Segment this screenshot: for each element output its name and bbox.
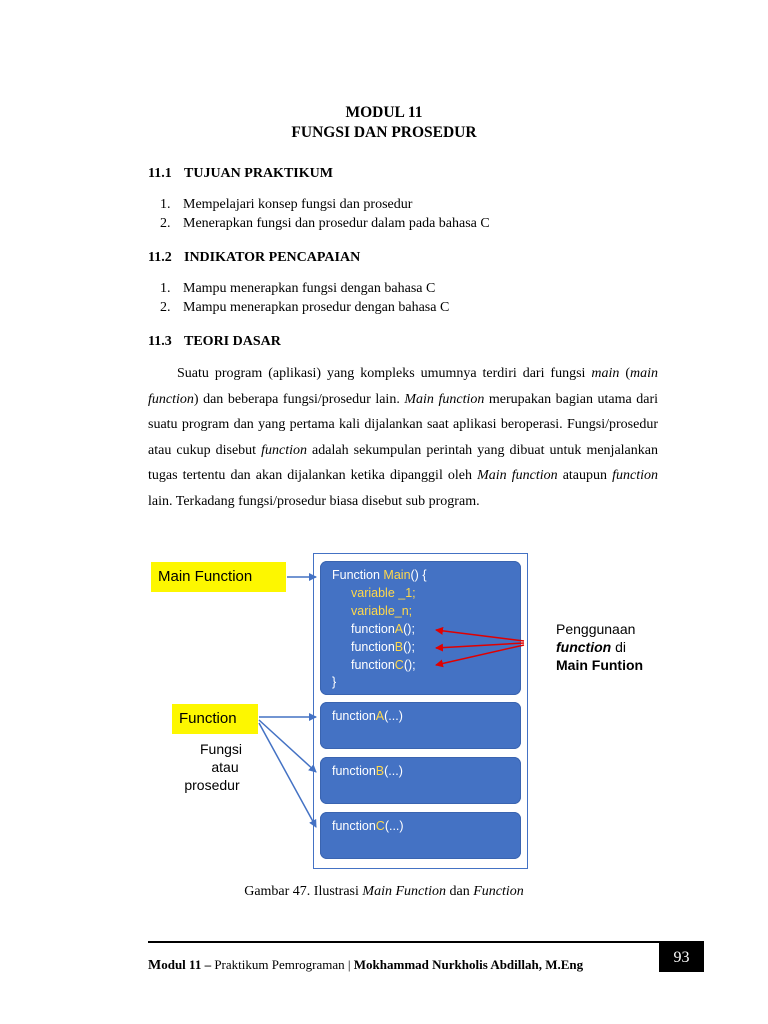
list-item: 2. Mampu menerapkan prosedur dengan bahasa C — [160, 300, 450, 315]
function-b-box: functionB(...) — [320, 757, 521, 804]
variable-n: variable_n; — [351, 604, 413, 618]
page-number: 93 — [659, 941, 704, 972]
closing-brace: } — [332, 675, 337, 689]
figure-caption: Gambar 47. Ilustrasi Main Function dan Function — [244, 884, 524, 899]
function-c-box: functionC(...) — [320, 812, 521, 859]
section-heading-teori: 11.3 TEORI DASAR — [148, 334, 281, 349]
fungsi-atau-prosedur-text: Fungsi atau prosedur — [184, 741, 243, 793]
list-item: 1. Mampu menerapkan fungsi dengan bahasa C — [160, 281, 436, 296]
red-arrow-a — [436, 630, 524, 641]
usage-annotation: Penggunaan function di Main Funtion — [556, 621, 644, 673]
list-item: 2. Menerapkan fungsi dan prosedur dalam pada bahasa C — [160, 216, 490, 231]
module-number: MODUL 11 — [345, 104, 423, 121]
function-a-box: functionA(...) — [320, 702, 521, 749]
section-heading-tujuan: 11.1 TUJUAN PRAKTIKUM — [148, 166, 333, 181]
main-signature: Function Main() { — [332, 568, 427, 582]
section-heading-indikator: 11.2 INDIKATOR PENCAPAIAN — [148, 250, 361, 265]
list-item: 1. Mempelajari konsep fungsi dan prosedur — [160, 197, 413, 212]
call-function-b: functionB(); — [351, 640, 415, 654]
footer-rule — [148, 941, 704, 943]
module-title: FUNGSI DAN PROSEDUR — [291, 124, 477, 141]
call-function-c: functionC(); — [351, 658, 416, 672]
body-paragraph: Suatu program (aplikasi) yang kompleks umumnya terdiri dari fungsi main (main function) dan beberapa fungsi/prosedur lain. Main function merupakan bagian utama dari suatu program dan yang pertama kali dijalankan saat aplikasi beroperasi. Fungsi/prosedur atau cukup disebut function adalah sekumpulan perintah yang dibuat untuk menjalankan tugas tertentu dan akan dijalankan ketika dipanggil oleh Main function ataupun function lain. Terkadang fungsi/prosedur biasa disebut sub program. — [148, 366, 659, 509]
footer-text: Modul 11 – Praktikum Pemrograman | Mokhammad Nurkholis Abdillah, M.Eng — [148, 957, 584, 973]
variable-1: variable _1; — [351, 586, 416, 600]
arrow-function-b — [259, 720, 316, 772]
function-label: Function — [172, 704, 258, 734]
call-function-a: functionA(); — [351, 622, 415, 636]
arrow-function-c — [259, 723, 316, 827]
main-function-label: Main Function — [151, 562, 286, 592]
